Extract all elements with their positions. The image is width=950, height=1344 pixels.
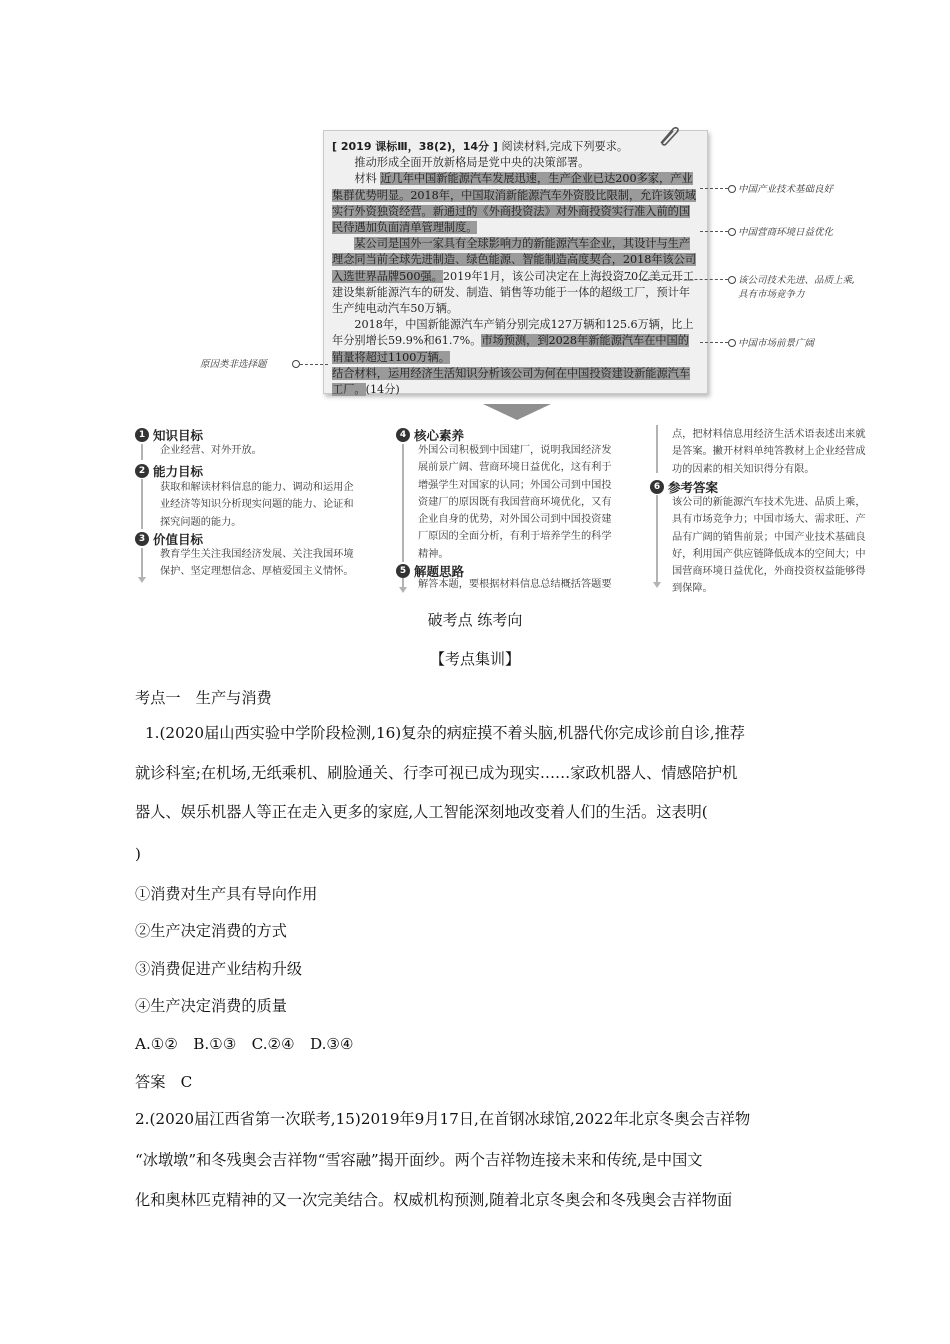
section-title: 参考答案 (668, 480, 719, 495)
core-literacy-text: 外国公司积极到中国建厂，说明我国经济发 展前景广阔、营商环境日益优化，这有利于 增强学生对国家的认同；外国公司到中国投 资建厂的原因既有我国营商环境优化，又有 企业自身的优势，对外国公司到中国投资建 厂原因的全面分析，有利于培养学生的科学 精神。 (418, 445, 612, 560)
callout-line (700, 342, 728, 343)
option-3: ③消费促进产业结构升级 (135, 960, 303, 978)
option-1: ①消费对生产具有导向作用 (135, 885, 318, 903)
material-sales: 2018年，中国新能源汽车产销分别完成127万辆和125.6万辆，比上年分别增长59.9%和61.7%。 (332, 318, 694, 348)
annotation-market: 中国市场前景广阔 (738, 338, 815, 349)
annotation-company-strength-2: 具有市场竞争力 (738, 289, 805, 300)
question-score: (14分) (365, 383, 400, 397)
material-text (332, 139, 700, 398)
material-label: 材料 (354, 172, 377, 186)
section-title: 能力目标 (153, 464, 204, 479)
callout-line (598, 279, 728, 280)
section-title: 解题思路 (414, 564, 465, 579)
column-connector (141, 479, 143, 529)
question-2-line-3: 化和奥林匹克精神的又一次完美结合。权威机构预测,随着北京冬奥会和冬残奥会吉祥物面 (135, 1191, 733, 1209)
option-2: ②生产决定消费的方式 (135, 922, 287, 940)
column-connector (141, 548, 143, 578)
question-1-line-1: 1.(2020届山西实验中学阶段检测,16)复杂的病症摸不着头脑,机器代你完成诊前自诊,推荐 (145, 724, 745, 742)
column-connector (656, 425, 658, 473)
annotation-business-environment: 中国营商环境日益优化 (738, 227, 834, 238)
question-1-line-3: 器人、娱乐机器人等正在走入更多的家庭,人工智能深刻地改变着人们的生活。这表明( (135, 803, 708, 821)
question-1-line-2: 就诊科室;在机场,无纸乘机、刷脸通关、行李可视已成为现实……家政机器人、情感陪护机 (135, 764, 738, 782)
down-arrow-icon (483, 404, 551, 420)
highlight-question: 结合材料，运用经济生活知识分析该公司为何在中国投资建设新能源汽车工厂。 (332, 366, 691, 397)
source-instruction: 阅读材料,完成下列要求。 (497, 140, 629, 153)
highlight-market: 市场预测，到2028年新能源汽车在中国的销量将超过1100万辆。 (332, 334, 689, 364)
annotation-question-type: 原因类非选择题 (200, 359, 267, 370)
callout-line (300, 364, 328, 365)
annotation-company-strength-1: 该公司技术先进、品质上乘, (738, 275, 856, 286)
highlight-company: 某公司是国外一家具有全球影响力的新能源汽车企业，其设计与生产理念同当前全球先进制造、绿色能源、智能制造高度契合，2018年该公司入选世界品牌500强。 (332, 237, 697, 283)
value-goal-text: 教育学生关注我国经济发展、关注我国环境 保护、坚定理想信念、厚植爱国主义情怀。 (160, 549, 354, 578)
step-number: 5 (396, 564, 410, 578)
column-connector (656, 495, 658, 583)
callout-line (700, 188, 728, 189)
callout-dot (728, 185, 736, 193)
section-ability-goal (135, 462, 203, 480)
knowledge-goal-text: 企业经营、对外开放。 (160, 445, 262, 456)
callout-dot (728, 228, 736, 236)
option-4: ④生产决定消费的质量 (135, 997, 287, 1015)
answer: 答案 C (135, 1073, 193, 1091)
step-number: 3 (135, 532, 149, 546)
paperclip-icon (655, 123, 681, 149)
callout-dot (292, 360, 300, 368)
column-connector (141, 444, 143, 460)
reference-answer-text: 该公司的新能源汽车技术先进、品质上乘， 具有市场竞争力；中国市场大、需求旺、产 品有广阔的销售前景；中国产业技术基础良 好，利用国产供应链降低成本的空间大；中 国营商环境日益优化，外商投资权益能够得 到保障。 (672, 497, 866, 595)
step-number: 4 (396, 428, 410, 442)
ability-goal-text: 获取和解读材料信息的能力、调动和运用企 业经济等知识分析现实问题的能力、论证和 探究问题的能力。 (160, 482, 354, 528)
material-intro: 推动形成全面开放新格局是党中央的决策部署。 (354, 156, 590, 170)
question-2-line-2: “冰墩墩”和冬残奥会吉祥物“雪容融”揭开面纱。两个吉祥物连接未来和传统,是中国文 (135, 1151, 703, 1169)
step-number: 2 (135, 464, 149, 478)
material-company-plan: 2019年1月，该公司决定在上海投资70亿美元开工建设集新能源汽车的研发、制造、销售等功能于一体的超级工厂，预计年生产纯电动汽车50万辆。 (332, 269, 695, 316)
subsection-heading: 【考点集训】 (429, 650, 520, 668)
column-connector (402, 444, 404, 562)
section-title: 知识目标 (153, 428, 204, 443)
callout-dot (728, 276, 736, 284)
section-title: 价值目标 (153, 532, 204, 547)
annotation-industry: 中国产业技术基础良好 (738, 184, 834, 195)
source-tag: [ 2019 课标Ⅲ，38(2)，14分 ] (332, 140, 498, 153)
step-number: 1 (135, 428, 149, 442)
material-card (323, 130, 708, 397)
solution-approach-text: 解答本题，要根据材料信息总结概括答题要 (418, 579, 612, 590)
callout-line (700, 231, 728, 232)
section-heading: 破考点 练考向 (427, 611, 523, 629)
question-1-line-4: ) (135, 845, 141, 863)
answer-choices: A.①② B.①③ C.②④ D.③④ (135, 1035, 354, 1053)
topic-title: 考点一 生产与消费 (135, 689, 272, 707)
section-title: 核心素养 (414, 428, 465, 443)
highlight-industry: 近几年中国新能源汽车发展迅速，生产企业已达200多家，产业集群优势明显。2018年，中国取消新能源汽车外资股比限制，允许该领域实行外资独资经营。新通过的《外商投资法》对外商投资实行准入前的国民待遇加负面清单管理制度。 (332, 172, 697, 235)
callout-dot (728, 339, 736, 347)
question-2-line-1: 2.(2020届江西省第一次联考,15)2019年9月17日,在首钢冰球馆,2022年北京冬奥会吉祥物 (135, 1110, 751, 1128)
step-number: 6 (650, 480, 664, 494)
solution-approach-continued: 点，把材料信息用经济生活术语表述出来就 是答案。撇开材料单纯答教材上企业经营成 功的因素的相关知识得分有限。 (672, 429, 866, 475)
